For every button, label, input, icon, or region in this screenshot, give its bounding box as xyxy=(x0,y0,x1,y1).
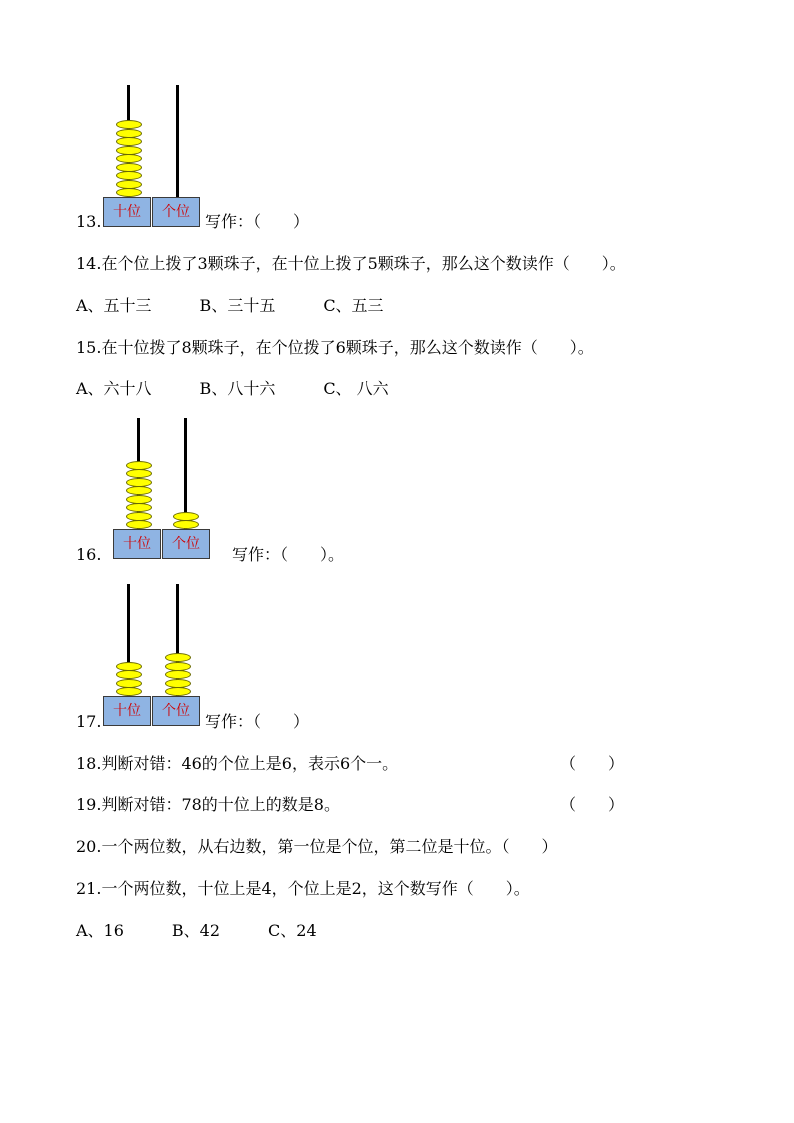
abacus-13 xyxy=(103,85,203,227)
tens-bead xyxy=(116,687,142,696)
q19-text: 19.判断对错：78的十位上的数是8。 xyxy=(76,795,340,814)
abacus-16 xyxy=(113,418,213,560)
tens-label: 十位 xyxy=(103,696,151,726)
tens-bead xyxy=(116,129,142,138)
ones-bead xyxy=(165,687,191,696)
tens-bead xyxy=(116,163,142,172)
tens-bead xyxy=(116,180,142,189)
q20-text: 20.一个两位数，从右边数，第一位是个位，第二位是十位。（ ） xyxy=(76,837,558,856)
q16-number: 16. xyxy=(76,545,102,564)
q18-text: 18.判断对错：46的个位上是6，表示6个一。 xyxy=(76,754,399,773)
q18-paren: （ ） xyxy=(560,754,625,773)
tens-bead xyxy=(116,670,142,679)
ones-bead xyxy=(165,670,191,679)
q15-text: 15.在十位拨了8颗珠子，在个位拨了6颗珠子，那么这个数读作（ ）。 xyxy=(76,338,594,357)
tens-bead xyxy=(126,469,152,478)
tens-bead xyxy=(126,486,152,495)
tens-bead xyxy=(116,662,142,671)
q21-options: A、16 B、42 C、24 xyxy=(76,921,317,940)
q14-text: 14.在个位上拨了3颗珠子，在十位上拨了5颗珠子，那么这个数读作（ ）。 xyxy=(76,254,626,273)
tens-bead xyxy=(116,154,142,163)
ones-rod xyxy=(176,85,179,200)
tens-bead xyxy=(126,520,152,529)
tens-bead xyxy=(126,478,152,487)
q17-number: 17. xyxy=(76,712,102,731)
tens-bead xyxy=(126,461,152,470)
q13-text: 写作：（ ） xyxy=(205,212,310,231)
q15-options: A、六十八 B、八十六 C、 八六 xyxy=(76,379,389,398)
ones-bead xyxy=(165,679,191,688)
tens-bead xyxy=(116,120,142,129)
ones-bead xyxy=(165,653,191,662)
tens-bead xyxy=(116,146,142,155)
q17-text: 写作：（ ） xyxy=(205,712,310,731)
ones-label: 个位 xyxy=(152,197,200,227)
tens-bead xyxy=(126,503,152,512)
tens-bead xyxy=(116,137,142,146)
tens-bead xyxy=(116,679,142,688)
tens-bead xyxy=(126,512,152,521)
q16-text: 写作：（ ）。 xyxy=(232,545,345,564)
abacus-17 xyxy=(103,584,203,726)
q21-text: 21.一个两位数，十位上是4，个位上是2，这个数写作（ ）。 xyxy=(76,879,530,898)
ones-label: 个位 xyxy=(162,529,210,559)
tens-bead xyxy=(116,188,142,197)
tens-bead xyxy=(126,495,152,504)
tens-label: 十位 xyxy=(113,529,161,559)
q14-options: A、五十三 B、三十五 C、五三 xyxy=(76,296,384,315)
q19-paren: （ ） xyxy=(560,795,625,814)
ones-label: 个位 xyxy=(152,696,200,726)
ones-bead xyxy=(173,520,199,529)
q13-number: 13. xyxy=(76,212,102,231)
tens-bead xyxy=(116,171,142,180)
tens-label: 十位 xyxy=(103,197,151,227)
ones-bead xyxy=(173,512,199,521)
ones-bead xyxy=(165,662,191,671)
